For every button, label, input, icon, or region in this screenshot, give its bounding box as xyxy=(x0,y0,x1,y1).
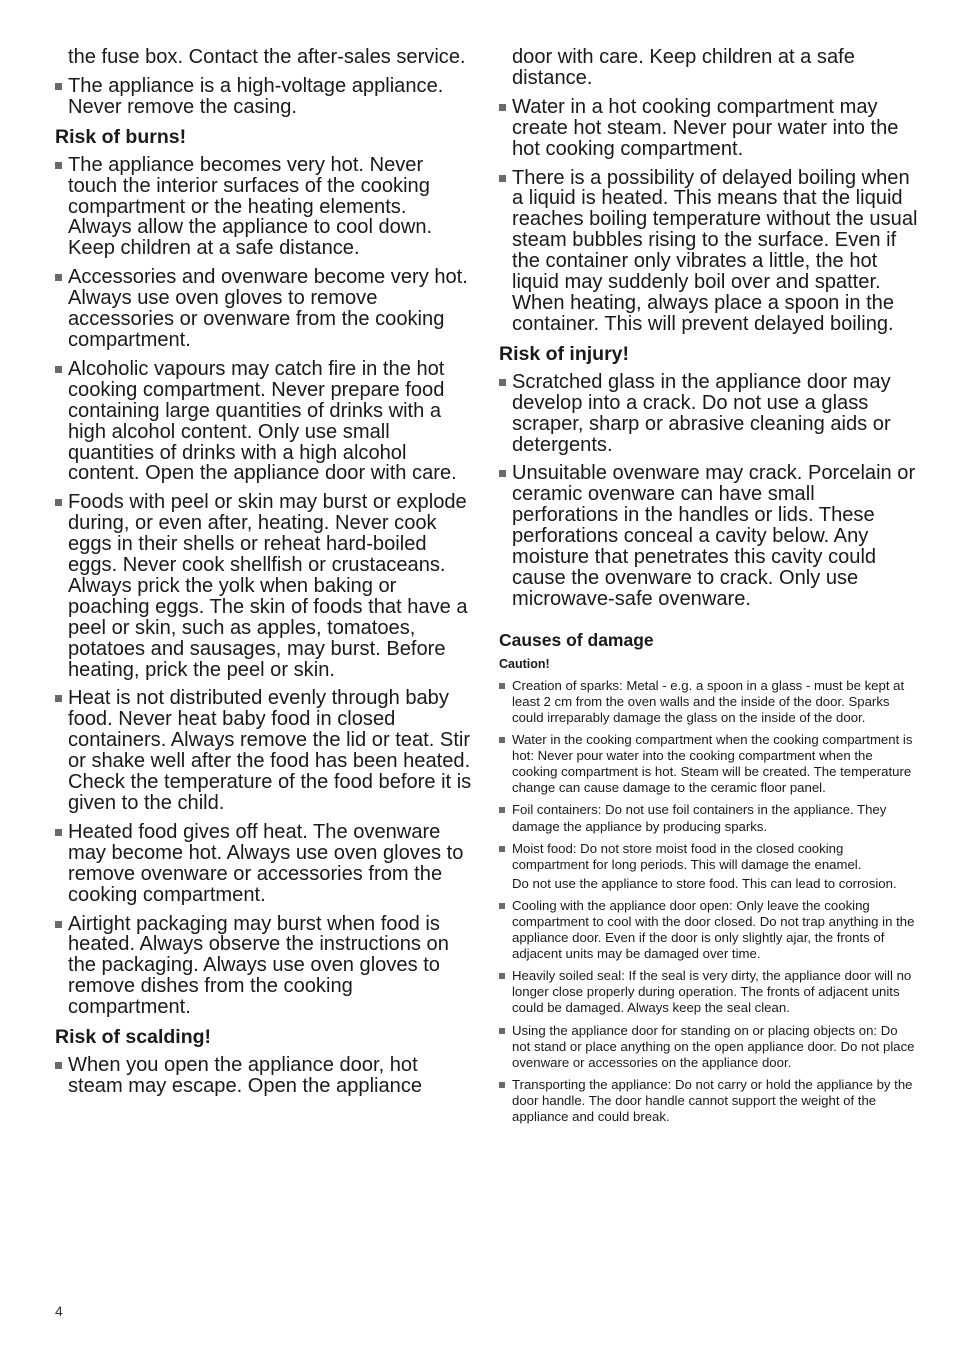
list-item: Water in a hot cooking compartment may create hot steam. Never pour water into the hot cooking compartment. xyxy=(498,97,918,160)
bullet-icon xyxy=(499,683,505,689)
bullet-icon xyxy=(499,846,505,852)
section-heading-burns: Risk of burns! xyxy=(55,125,187,148)
list-item: Foil containers: Do not use foil containers in the appliance. They damage the appliance by producing sparks. xyxy=(498,802,918,834)
bullet-icon xyxy=(55,366,62,373)
list-item-note: Do not use the appliance to store food. This can lead to corrosion. xyxy=(512,875,897,891)
bullet-icon xyxy=(499,379,506,386)
list-item: Unsuitable ovenware may crack. Porcelain or ceramic ovenware can have small perforations in the handles or lids. These perforations conceal a cavity below. Any moisture that penetrates this cavity could cause the ovenware to crack. Only use microwave-safe ovenware. xyxy=(498,463,918,609)
left-column xyxy=(54,47,474,1105)
list-item: Heavily soiled seal: If the seal is very dirty, the appliance door will no longer close properly during operation. The fronts of adjacent units could be damaged. Always keep the seal clean. xyxy=(498,968,918,1016)
list-item: Moist food: Do not store moist food in the closed cooking compartment for long periods. This will damage the enamel. Do not use the appliance to store food. This can lead to corrosion. xyxy=(498,841,918,892)
bullet-icon xyxy=(499,1028,505,1034)
list-item: Using the appliance door for standing on or placing objects on: Do not stand or place anything on the open appliance door. Do not place ovenware or accessories on the appliance door. xyxy=(498,1023,918,1071)
list-item: Heat is not distributed evenly through baby food. Never heat baby food in closed containers. Always remove the lid or teat. Stir or shake well after the food has been heated. Check the temperature of the food before it is given to the child. xyxy=(54,688,474,813)
list-item: There is a possibility of delayed boiling when a liquid is heated. This means that the liquid reaches boiling temperature without the usual steam bubbles rising to the surface. Even if the container only vibrates a little, the hot liquid may suddenly boil over and spatter. When heating, always place a spoon in the container. This will prevent delayed boiling. xyxy=(498,168,918,335)
continuation-text: door with care. Keep children at a safe distance. xyxy=(512,46,855,89)
list-item: When you open the appliance door, hot steam may escape. Open the appliance xyxy=(54,1055,474,1097)
list-item: The appliance is a high-voltage appliance. Never remove the casing. xyxy=(54,76,474,118)
bullet-icon xyxy=(499,175,506,182)
list-item: Foods with peel or skin may burst or explode during, or even after, heating. Never cook eggs in their shells or reheat hard-boiled eggs. Never cook shellfish or crustaceans. Always prick the yolk when baking or poaching eggs. The skin of foods that have a peel or skin, such as apples, tomatoes, potatoes and sausages, may burst. Before heating, prick the peel or skin. xyxy=(54,492,474,680)
bullet-icon xyxy=(55,162,62,169)
bullet-icon xyxy=(499,737,505,743)
list-item: Creation of sparks: Metal - e.g. a spoon in a glass - must be kept at least 2 cm from the oven walls and the inside of the door. Sparks could irreparably damage the glass on the inside of the door. xyxy=(498,678,918,726)
bullet-icon xyxy=(55,921,62,928)
bullet-icon xyxy=(499,903,505,909)
bullet-icon xyxy=(55,1062,62,1069)
list-item: Alcoholic vapours may catch fire in the hot cooking compartment. Never prepare food containing large quantities of drinks with a high alcohol content. Only use small quantities of drinks with a high alcohol content. Open the appliance door with care. xyxy=(54,359,474,484)
bullet-icon xyxy=(55,829,62,836)
section-heading-injury: Risk of injury! xyxy=(499,342,630,365)
bullet-icon xyxy=(499,104,506,111)
list-item: Water in the cooking compartment when the cooking compartment is hot: Never pour water into the cooking compartment when the cooking compartment is hot. Steam will be created. The temperature change can cause damage to the ceramic floor panel. xyxy=(498,732,918,796)
bullet-icon xyxy=(499,1082,505,1088)
page-number: 4 xyxy=(55,1303,63,1319)
list-item: The appliance becomes very hot. Never touch the interior surfaces of the cooking compartment or the heating elements. Always allow the appliance to cool down. Keep children at a safe distance. xyxy=(54,155,474,260)
list-item: Accessories and ovenware become very hot. Always use oven gloves to remove accessories or ovenware from the cooking compartment. xyxy=(54,267,474,351)
continuation-text: the fuse box. Contact the after-sales service. xyxy=(68,46,466,68)
bullet-icon xyxy=(499,807,505,813)
bullet-icon xyxy=(55,695,62,702)
list-item: Cooling with the appliance door open: Only leave the cooking compartment to cool with the door closed. Do not trap anything in the appliance door. Even if the door is only slightly ajar, the fronts of adjacent units may be damaged over time. xyxy=(498,898,918,962)
list-item: Scratched glass in the appliance door may develop into a crack. Do not use a glass scraper, sharp or abrasive cleaning aids or detergents. xyxy=(498,372,918,456)
list-item: Transporting the appliance: Do not carry or hold the appliance by the door handle. The door handle cannot support the weight of the appliance and could break. xyxy=(498,1077,918,1125)
bullet-icon xyxy=(55,274,62,281)
section-heading-scalding: Risk of scalding! xyxy=(55,1026,212,1049)
list-item: Airtight packaging may burst when food is heated. Always observe the instructions on the packaging. Always use oven gloves to remove dishes from the cooking compartment. xyxy=(54,914,474,1019)
section-heading-damage: Causes of damage xyxy=(499,629,654,650)
bullet-icon xyxy=(55,499,62,506)
right-column xyxy=(498,47,918,1131)
bullet-icon xyxy=(499,973,505,979)
bullet-icon xyxy=(499,470,506,477)
list-item: Heated food gives off heat. The ovenware may become hot. Always use oven gloves to remove ovenware or accessories from the cooking compartment. xyxy=(54,822,474,906)
caution-label: Caution! xyxy=(499,656,550,671)
bullet-icon xyxy=(55,83,62,90)
